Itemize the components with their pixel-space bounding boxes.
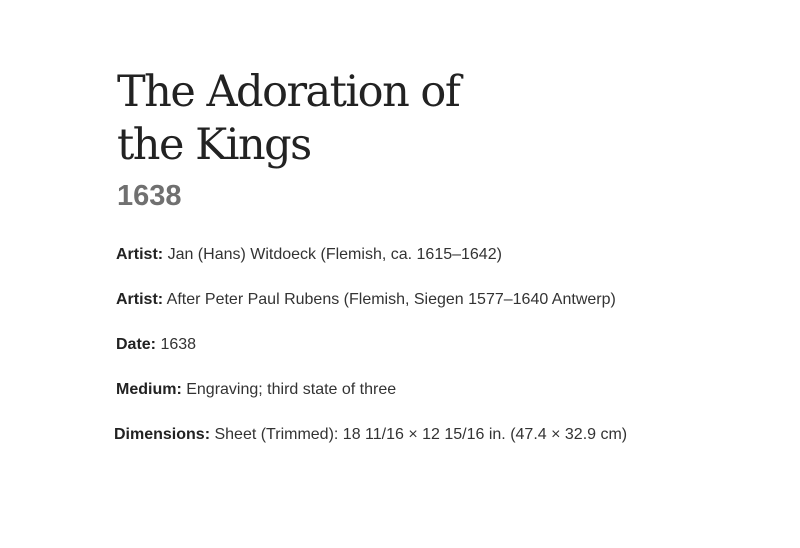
- detail-artist-after: [116, 288, 756, 312]
- artwork-header: [117, 66, 677, 214]
- artwork-year: 1638: [117, 180, 182, 212]
- artwork-details-list: [116, 243, 756, 468]
- detail-artist: [116, 243, 756, 267]
- detail-label: Medium:: [116, 381, 182, 398]
- detail-dimensions: [114, 423, 756, 447]
- detail-label: Dimensions:: [114, 426, 211, 443]
- detail-label: Artist:: [116, 291, 164, 308]
- detail-date: [116, 333, 756, 357]
- detail-value: 1638: [160, 336, 197, 353]
- detail-value: After Peter Paul Rubens (Flemish, Siegen 1577–1640 Antwerp): [166, 291, 616, 308]
- detail-label: Artist:: [116, 246, 164, 263]
- detail-value: Jan (Hans) Witdoeck (Flemish, ca. 1615–1642): [167, 246, 502, 263]
- detail-label: Date:: [116, 336, 157, 353]
- artwork-title: The Adoration of the Kings: [117, 67, 460, 170]
- detail-value: Engraving; third state of three: [186, 381, 397, 398]
- detail-value: Sheet (Trimmed): 18 11/16 × 12 15/16 in. (47.4 × 32.9 cm): [214, 426, 628, 443]
- detail-medium: [116, 378, 756, 402]
